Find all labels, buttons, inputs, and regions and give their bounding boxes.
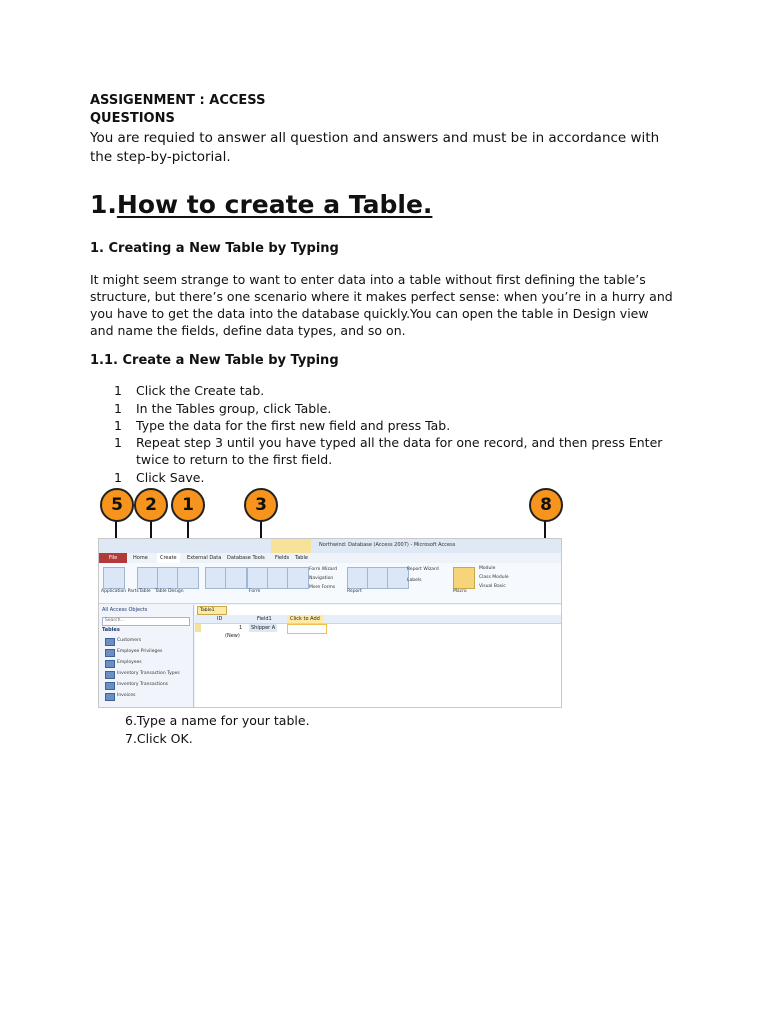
nav-item[interactable]: Inventory Transaction Types	[117, 671, 180, 676]
callout-2: 2	[134, 488, 168, 522]
table-icon	[105, 660, 115, 668]
table1-tab[interactable]: Table1	[197, 606, 227, 615]
report-design-button[interactable]	[367, 567, 389, 589]
para-line: It might seem strange to want to enter data into a table without first defining the table’s	[90, 272, 646, 287]
ribbon-label: Table Design	[155, 589, 184, 594]
step-text: Click the Create tab.	[136, 383, 265, 398]
table-icon	[105, 638, 115, 646]
navigation-item[interactable]: Navigation	[309, 576, 334, 581]
column-header-id[interactable]: ID	[217, 616, 223, 622]
step-text: Click Save.	[136, 470, 205, 485]
table-button[interactable]	[137, 567, 159, 589]
nav-search-input[interactable]	[102, 617, 190, 626]
step-number: 1	[114, 383, 122, 398]
ribbon-tab-home[interactable]: Home	[133, 555, 148, 561]
macro-button[interactable]	[453, 567, 475, 589]
datasheet-grid	[195, 605, 561, 707]
step-text: In the Tables group, click Table.	[136, 401, 332, 416]
form-wizard-item[interactable]: Form Wizard	[309, 567, 338, 572]
labels-item[interactable]: Labels	[407, 578, 422, 583]
navigation-pane	[99, 605, 194, 707]
step-text: Repeat step 3 until you have typed all the data for one record, and then press Enter	[136, 435, 663, 450]
ribbon-label: Table	[139, 589, 151, 594]
step-item	[114, 434, 674, 468]
ribbon-tab-external-data[interactable]: External Data	[187, 555, 222, 561]
step-text: twice to return to the first field.	[136, 452, 333, 467]
para-line: you have to get the data into the database quickly.You can open the table in Design view	[90, 306, 649, 321]
sharepoint-lists-button[interactable]	[177, 567, 199, 589]
query-design-button[interactable]	[225, 567, 247, 589]
ribbon-label: Form	[249, 589, 261, 594]
column-header-row	[195, 615, 561, 624]
nav-pane-title: All Access Objects	[102, 607, 148, 613]
nav-item[interactable]: Employees	[117, 660, 142, 665]
subheading: 1. Creating a New Table by Typing	[90, 241, 339, 256]
ribbon-label: Report	[347, 589, 362, 594]
section-heading-text: How to create a Table.	[116, 190, 433, 219]
application-parts-button[interactable]	[103, 567, 125, 589]
form-design-button[interactable]	[267, 567, 289, 589]
new-row-marker[interactable]: (New)	[225, 633, 240, 639]
report-button[interactable]	[347, 567, 369, 589]
table-icon	[105, 693, 115, 701]
para-line: and name the fields, define data types, and so on.	[90, 323, 406, 338]
ribbon	[99, 563, 561, 604]
step-number: 1	[114, 435, 122, 450]
nav-item[interactable]: Invoices	[117, 693, 136, 698]
step-number: 1	[114, 470, 122, 485]
row1-id[interactable]: 1	[239, 625, 243, 631]
access-screenshot	[98, 538, 562, 708]
ribbon-label: Macro	[453, 589, 467, 594]
nav-search-placeholder: Search...	[105, 618, 125, 623]
blank-report-button[interactable]	[387, 567, 409, 589]
step-text-block	[136, 434, 666, 468]
callout-3: 3	[244, 488, 278, 522]
visual-basic-item[interactable]: Visual Basic	[479, 584, 506, 589]
step-item	[114, 417, 674, 434]
section-number: 1.	[90, 190, 117, 219]
step-item	[114, 400, 674, 417]
nav-item[interactable]: Inventory Transactions	[117, 682, 169, 687]
query-wizard-button[interactable]	[205, 567, 227, 589]
section-heading	[90, 190, 432, 220]
column-header-field1[interactable]: Field1	[257, 616, 272, 622]
report-wizard-item[interactable]: Report Wizard	[407, 567, 439, 572]
new-field-cell[interactable]	[287, 624, 327, 634]
callout-1: 1	[171, 488, 205, 522]
table-design-button[interactable]	[157, 567, 179, 589]
class-module-item[interactable]: Class Module	[479, 575, 509, 580]
more-forms-item[interactable]: More Forms	[309, 585, 336, 590]
click-to-add-header[interactable]: Click to Add	[287, 615, 323, 623]
step-number: 1	[114, 401, 122, 416]
context-tab-highlight	[271, 539, 311, 553]
after-step-6: 6.Type a name for your table.	[125, 713, 310, 728]
step-text: Type the data for the first new field and press Tab.	[136, 418, 451, 433]
record-selector[interactable]	[195, 624, 201, 632]
ribbon-label: Application Parts	[101, 589, 139, 594]
nav-group-tables[interactable]: Tables	[102, 627, 120, 633]
doc-title: ASSIGENMENT : ACCESS	[90, 93, 266, 108]
callout-5: 5	[100, 488, 134, 522]
intro-paragraph	[90, 271, 690, 339]
table-icon	[105, 671, 115, 679]
title-bar	[99, 539, 561, 553]
subsection-heading: 1.1. Create a New Table by Typing	[90, 353, 339, 368]
nav-item[interactable]: Customers	[117, 638, 142, 643]
callout-8: 8	[529, 488, 563, 522]
ribbon-tab-database-tools[interactable]: Database Tools	[227, 555, 265, 561]
step-item	[114, 469, 674, 486]
table-icon	[105, 682, 115, 690]
intro-line-1: You are requied to answer all question and answers and must be in accordance with	[90, 130, 660, 146]
window-title: Northwind: Database (Access 2007) - Microsoft Access	[319, 542, 456, 548]
after-step-7: 7.Click OK.	[125, 731, 193, 746]
module-item[interactable]: Module	[479, 566, 496, 571]
doc-subtitle: QUESTIONS	[90, 111, 175, 126]
para-line: structure, but there’s one scenario where it makes perfect sense: when you’re in a hurry and	[90, 289, 673, 304]
ribbon-tab-table[interactable]: Table	[295, 555, 308, 561]
nav-item[interactable]: Employee Privileges	[117, 649, 163, 654]
form-button[interactable]	[247, 567, 269, 589]
table-icon	[105, 649, 115, 657]
ribbon-tab-create[interactable]: Create	[157, 553, 180, 563]
step-number: 1	[114, 418, 122, 433]
intro-line-2: the step-by-pictorial.	[90, 149, 231, 165]
ribbon-tab-file[interactable]: File	[99, 553, 127, 563]
ribbon-tab-fields[interactable]: Fields	[275, 555, 290, 561]
blank-form-button[interactable]	[287, 567, 309, 589]
step-item	[114, 382, 674, 399]
row1-field1[interactable]: Shipper A	[251, 625, 276, 631]
